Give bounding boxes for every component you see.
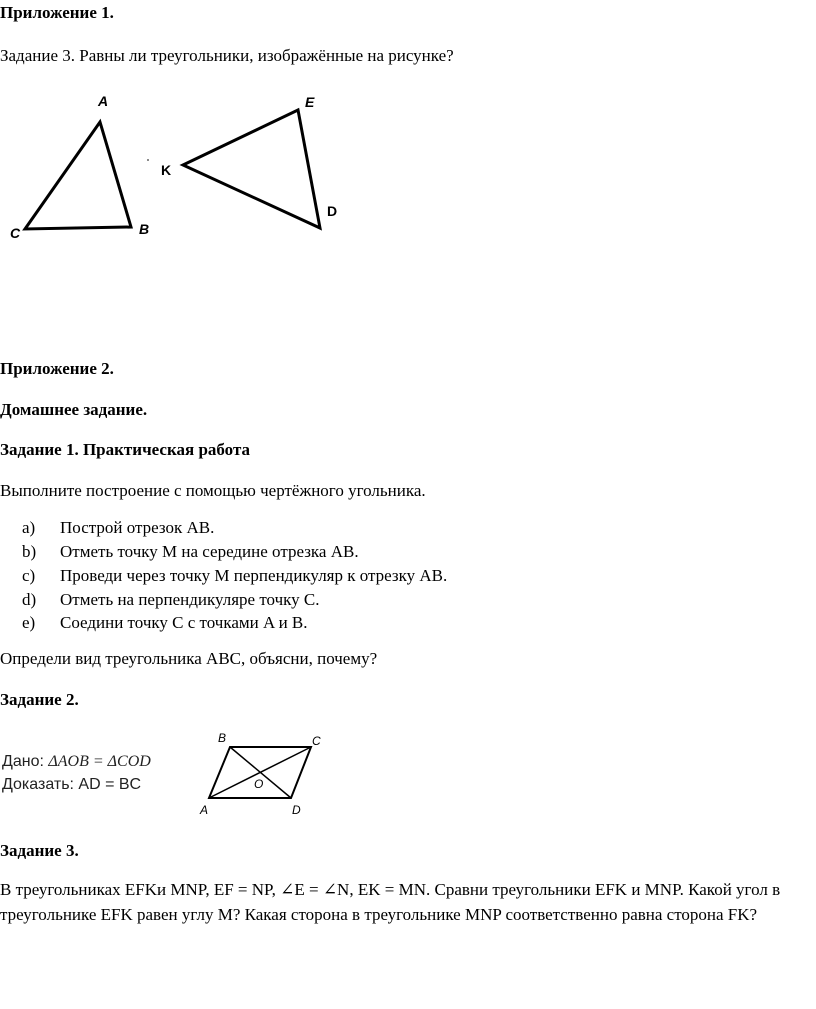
triangles-figure	[0, 88, 360, 248]
list-marker: c)	[22, 566, 36, 585]
label-d: D	[327, 203, 338, 219]
label-a: A	[200, 803, 209, 817]
task-1-question: Определи вид треугольника ABC, объясни, почему?	[0, 649, 378, 668]
task-1-intro: Выполните построение с помощью чертёжного угольника.	[0, 481, 426, 500]
task-2-prove: Доказать: AD = BC	[2, 776, 142, 793]
label-b: B	[218, 731, 227, 745]
list-item	[22, 542, 359, 562]
list-item-text: Соедини точку C с точками A и B.	[60, 613, 308, 632]
task-3-text: В треугольниках EFKи MNP, EF = NP, ∠E = ∠N, EK = MN. Сравни треугольники EFK и MNP. Какой угол в треугольнике EFK равен углу M? Какая сторона в треугольнике MNP соответственно равна сторона FK?	[0, 880, 781, 924]
list-marker: d)	[22, 590, 37, 609]
list-item-text: Отметь на перпендикуляре точку C.	[60, 590, 320, 609]
list-marker: e)	[22, 613, 36, 632]
label-b: B	[139, 221, 150, 237]
triangle-ekd	[183, 110, 320, 228]
appendix-1-task: Задание 3. Равны ли треугольники, изображённые на рисунке?	[0, 46, 454, 65]
list-marker: b)	[22, 542, 37, 561]
given-expression: ΔAOB = ΔCOD	[48, 753, 151, 770]
appendix-2-heading: Приложение 2.	[0, 359, 114, 378]
list-item-text: Проведи через точку M перпендикуляр к отрезку AB.	[60, 566, 448, 585]
label-c: C	[312, 734, 321, 748]
list-item	[22, 590, 320, 610]
list-marker: a)	[22, 518, 36, 537]
task-3-title: Задание 3.	[0, 841, 79, 860]
list-item	[22, 566, 447, 586]
list-item	[22, 613, 308, 633]
task-1-title: Задание 1. Практическая работа	[0, 440, 251, 459]
triangle-abc	[25, 122, 131, 229]
label-a: A	[98, 93, 109, 109]
label-d: D	[292, 803, 301, 817]
task-2-title: Задание 2.	[0, 690, 79, 709]
given-label: Дано:	[2, 753, 44, 770]
homework-heading: Домашнее задание.	[0, 400, 148, 419]
label-k: K	[161, 162, 172, 178]
list-item	[22, 518, 214, 538]
list-item-text: Отметь точку M на середине отрезка AB.	[60, 542, 359, 561]
label-c: C	[10, 225, 21, 241]
label-o: O	[254, 777, 264, 791]
label-e: E	[305, 94, 315, 110]
task-2-given	[2, 752, 151, 772]
parallelogram-figure	[195, 728, 335, 820]
appendix-1-heading: Приложение 1.	[0, 3, 114, 22]
stray-dot	[147, 159, 149, 161]
list-item-text: Построй отрезок AB.	[60, 518, 215, 537]
